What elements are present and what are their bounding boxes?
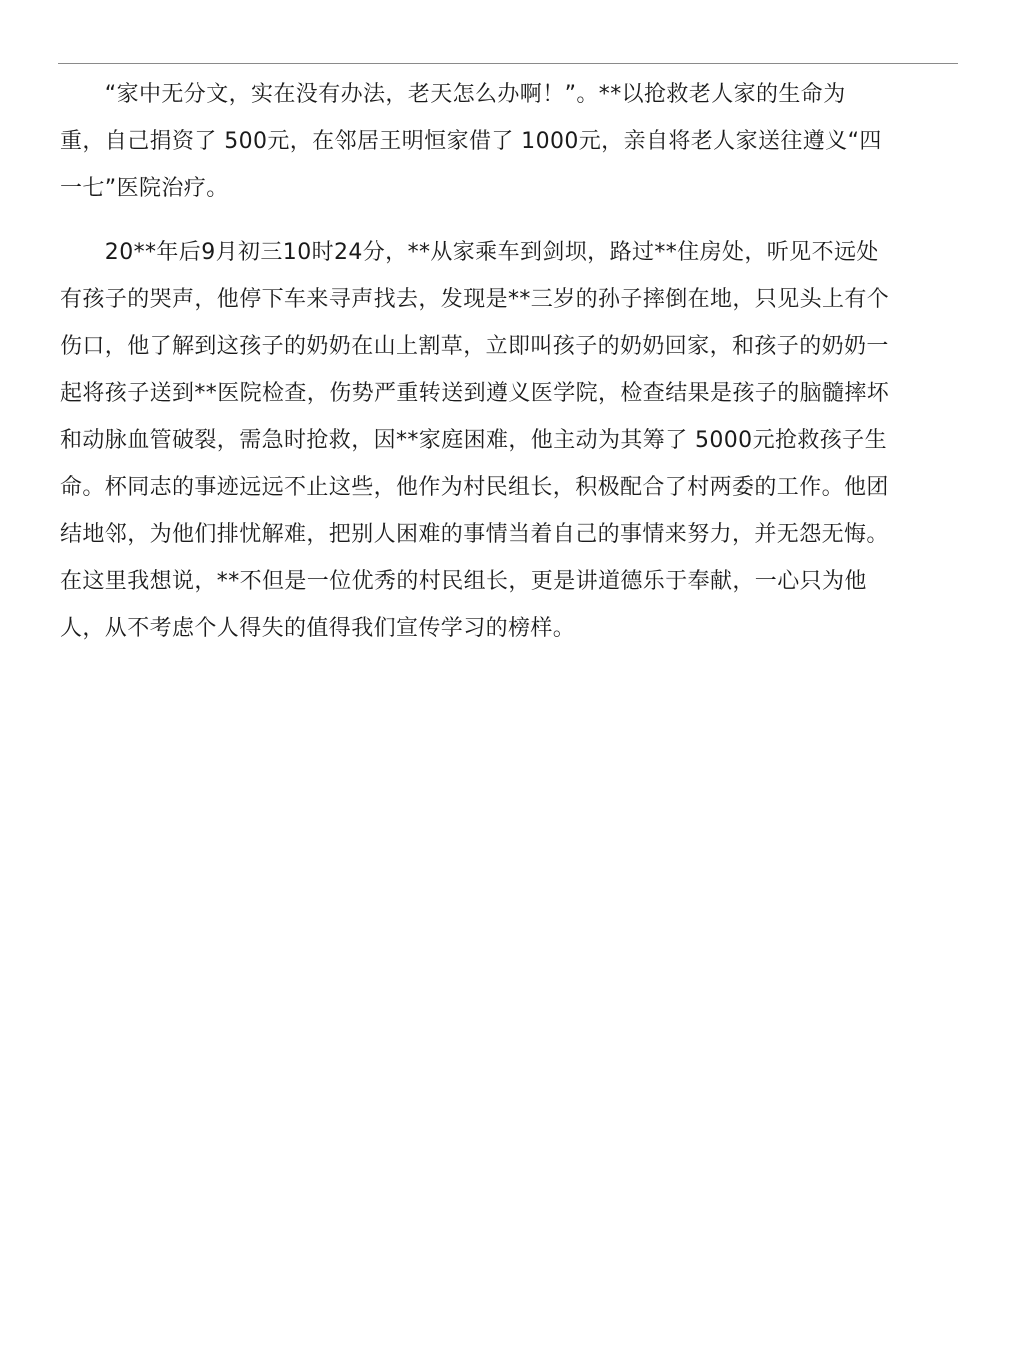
paragraph-line: 结地邻，为他们排忧解难，把别人困难的事情当着自己的事情来努力，并无怨无悔。: [60, 522, 889, 547]
paragraph-line: 命。杯同志的事迹远远不止这些，他作为村民组长，积极配合了村两委的工作。他团: [60, 475, 889, 500]
paragraph-line: 一七”医院治疗。: [60, 176, 229, 201]
paragraph-line: 在这里我想说，**不但是一位优秀的村民组长，更是讲道德乐于奉献，一心只为他: [60, 569, 867, 594]
paragraph-line: 和动脉血管破裂，需急时抢救，因**家庭困难，他主动为其筹了 5000元抢救孩子生: [60, 428, 887, 453]
paragraph-line: 伤口，他了解到这孩子的奶奶在山上割草，立即叫孩子的奶奶回家，和孩子的奶奶一: [60, 334, 889, 359]
paragraph-line: 20**年后9月初三10时24分，**从家乘车到剑坝，路过**住房处，听见不远处: [60, 240, 879, 265]
paragraph-line: “家中无分文，实在没有办法，老天怎么办啊！”。**以抢救老人家的生命为: [60, 82, 846, 107]
paragraph-line: 人，从不考虑个人得失的值得我们宣传学习的榜样。: [60, 616, 576, 641]
header-rule: [58, 63, 958, 64]
paragraph-line: 起将孩子送到**医院检查，伤势严重转送到遵义医学院，检查结果是孩子的脑髓摔坏: [60, 381, 890, 406]
paragraph-line: 有孩子的哭声，他停下车来寻声找去，发现是**三岁的孙子摔倒在地，只见头上有个: [60, 287, 890, 312]
paragraph-line: 重，自己捐资了 500元，在邻居王明恒家借了 1000元，亲自将老人家送往遵义“四: [60, 129, 882, 154]
